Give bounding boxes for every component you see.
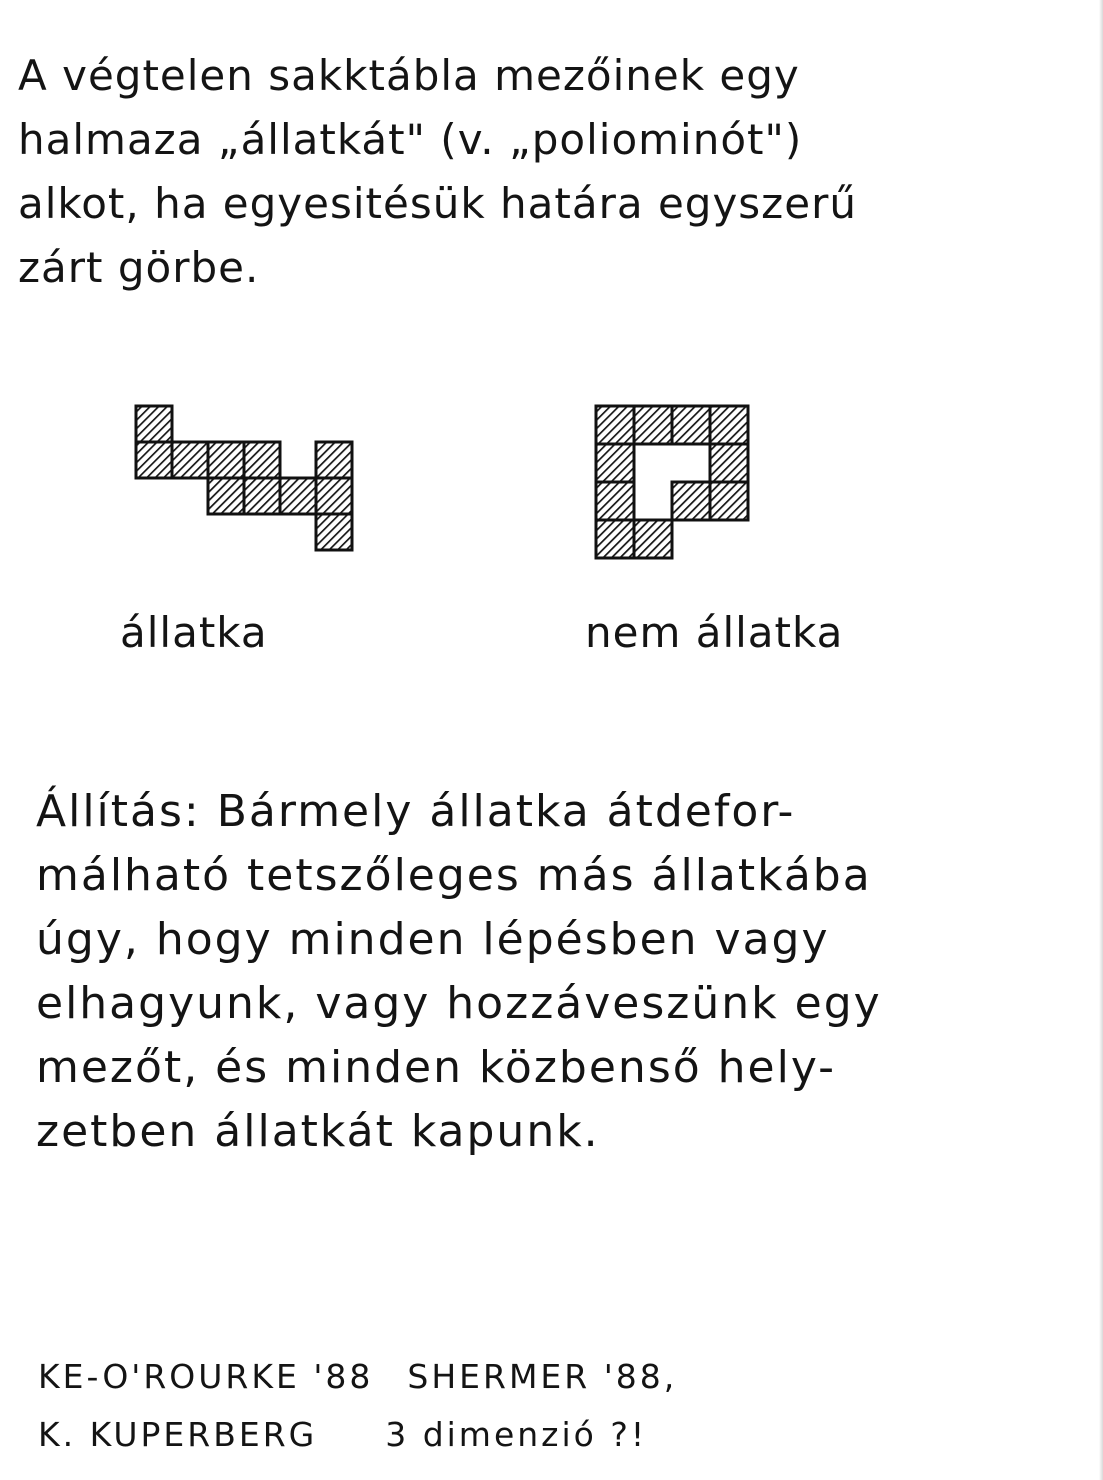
page-edge xyxy=(1099,0,1103,1480)
definition-line: zárt görbe. xyxy=(18,243,260,292)
reference-citation: KE-O'ROURKE '88 xyxy=(38,1357,374,1396)
claim-line: elhagyunk, vagy hozzáveszünk egy xyxy=(36,978,882,1029)
definition-paragraph xyxy=(18,44,857,300)
references xyxy=(38,1348,677,1464)
definition-line: A végtelen sakktábla mezőinek egy xyxy=(18,51,800,100)
reference-line xyxy=(38,1348,677,1406)
animal-caption: állatka xyxy=(120,608,268,657)
reference-citation: K. KUPERBERG xyxy=(38,1415,318,1454)
claim-paragraph xyxy=(36,780,882,1164)
non-polyomino-cells xyxy=(596,406,748,558)
reference-citation: SHERMER '88, xyxy=(407,1357,678,1396)
reference-note: 3 dimenzió ?! xyxy=(385,1415,648,1454)
polyomino-figure xyxy=(130,400,370,560)
non-polyomino-figure xyxy=(590,400,770,580)
claim-line: úgy, hogy minden lépésben vagy xyxy=(36,914,830,965)
claim-line: mezőt, és minden közbenső hely- xyxy=(36,1042,836,1093)
polyomino-cells xyxy=(136,406,352,550)
claim-line: zetben állatkát kapunk. xyxy=(36,1106,600,1157)
definition-line: alkot, ha egyesitésük határa egyszerű xyxy=(18,179,857,228)
claim-line: Állítás: Bármely állatka átdefor- xyxy=(36,786,796,837)
claim-line: málható tetszőleges más állatkába xyxy=(36,850,872,901)
definition-line: halmaza „állatkát" (v. „poliominót") xyxy=(18,115,803,164)
reference-line xyxy=(38,1406,677,1464)
not-animal-caption: nem állatka xyxy=(585,608,844,657)
